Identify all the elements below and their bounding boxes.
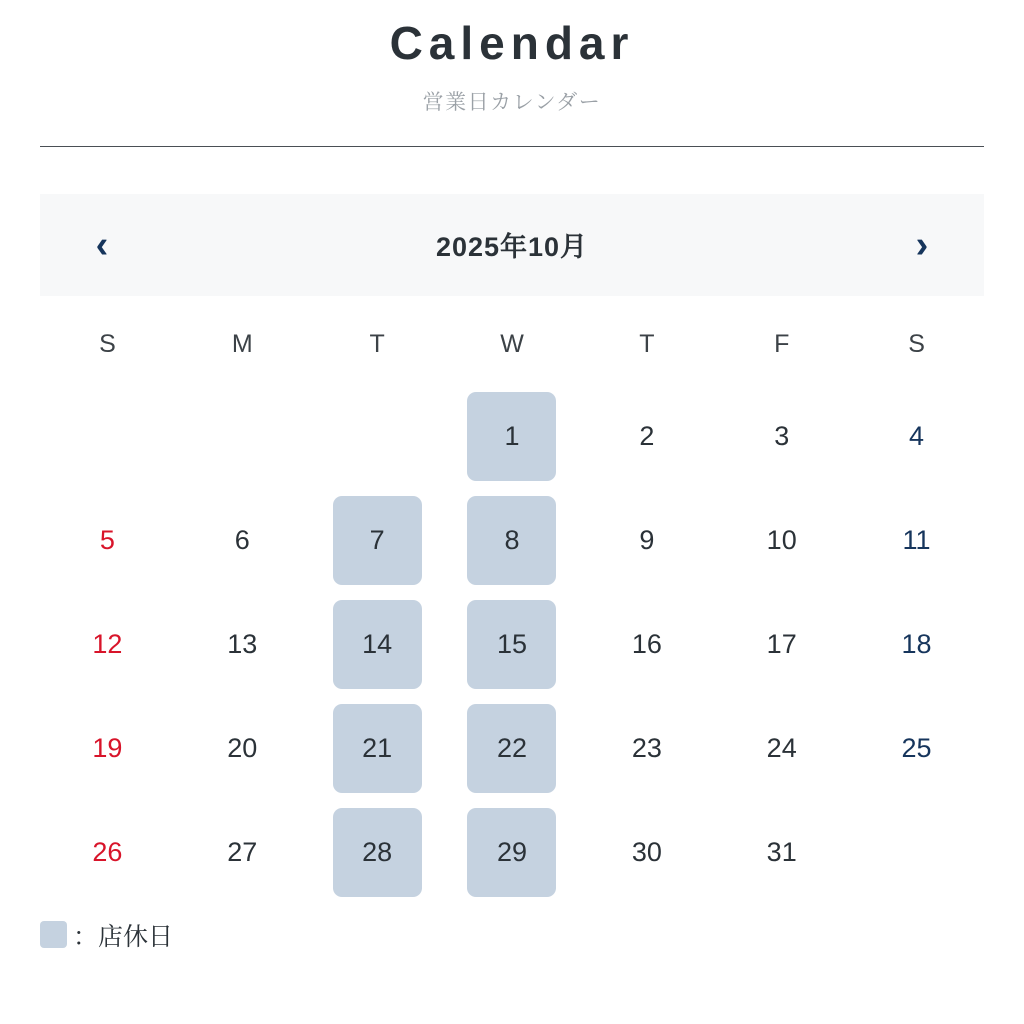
page-subtitle: 営業日カレンダー (422, 90, 602, 114)
day-number: 28 (333, 808, 422, 897)
calendar-cell[interactable] (445, 385, 580, 489)
calendar-cell[interactable] (849, 593, 984, 697)
month-navigation-bar (40, 194, 984, 296)
day-number: 29 (467, 808, 556, 897)
day-number: 8 (467, 496, 556, 585)
calendar-cell[interactable] (445, 697, 580, 801)
calendar-cell[interactable] (310, 801, 445, 905)
page-header (0, 0, 1024, 116)
empty-day (333, 392, 422, 481)
calendar-cell[interactable] (849, 489, 984, 593)
day-number: 21 (333, 704, 422, 793)
calendar-cell[interactable] (445, 801, 580, 905)
calendar-cell[interactable] (310, 593, 445, 697)
closed-day-swatch-icon (40, 921, 67, 948)
weekday-label: W (500, 329, 524, 358)
next-month-button[interactable]: › (915, 223, 929, 266)
weekday-label: M (231, 329, 253, 358)
page-title: Calendar (389, 17, 635, 69)
weekday-label: T (369, 329, 385, 358)
calendar-cell[interactable] (40, 697, 175, 801)
prev-month-button[interactable]: ‹ (95, 223, 109, 266)
day-number: 10 (766, 525, 797, 556)
day-number: 23 (631, 733, 662, 764)
day-number: 30 (631, 837, 662, 868)
calendar-cell[interactable] (175, 593, 310, 697)
day-number: 26 (92, 837, 123, 868)
day-number: 3 (774, 421, 790, 452)
day-number: 12 (92, 629, 123, 660)
calendar-cell[interactable] (445, 593, 580, 697)
day-number: 27 (227, 837, 258, 868)
calendar-cell (40, 385, 175, 489)
day-number: 5 (99, 525, 115, 556)
day-number: 13 (227, 629, 258, 660)
empty-day (63, 392, 152, 481)
calendar-cell[interactable] (849, 697, 984, 801)
day-number: 14 (333, 600, 422, 689)
calendar-cell (175, 385, 310, 489)
legend-label: ：店休日 (73, 922, 174, 951)
weekday-label: T (639, 329, 655, 358)
day-number: 18 (901, 629, 932, 660)
day-number: 17 (766, 629, 797, 660)
weekday-label: S (99, 329, 116, 358)
calendar-cell[interactable] (310, 697, 445, 801)
day-number: 1 (467, 392, 556, 481)
calendar-cell (310, 385, 445, 489)
calendar-cell[interactable] (175, 801, 310, 905)
day-number: 25 (901, 733, 932, 764)
calendar-cell[interactable] (445, 489, 580, 593)
day-number: 31 (766, 837, 797, 868)
calendar-cell[interactable] (40, 801, 175, 905)
day-number: 9 (639, 525, 655, 556)
day-number: 24 (766, 733, 797, 764)
day-number: 2 (639, 421, 655, 452)
calendar-widget (40, 194, 984, 905)
day-number: 15 (467, 600, 556, 689)
calendar-cell[interactable] (40, 593, 175, 697)
calendar-cell[interactable] (849, 385, 984, 489)
calendar-cell[interactable] (714, 801, 849, 905)
calendar-cell[interactable] (714, 697, 849, 801)
calendar-cell[interactable] (175, 489, 310, 593)
day-number: 20 (227, 733, 258, 764)
day-number: 11 (902, 525, 931, 556)
calendar-cell[interactable] (175, 697, 310, 801)
calendar-cell[interactable] (714, 489, 849, 593)
calendar-cell[interactable] (714, 593, 849, 697)
day-number: 7 (333, 496, 422, 585)
calendar-cell[interactable] (310, 489, 445, 593)
calendar-cell[interactable] (40, 489, 175, 593)
calendar-cell[interactable] (579, 385, 714, 489)
current-month-label: 2025年10月 (435, 232, 589, 263)
legend (40, 917, 1024, 953)
day-number: 19 (92, 733, 123, 764)
day-number: 4 (909, 421, 925, 452)
calendar-cell[interactable] (579, 489, 714, 593)
header-divider (40, 146, 984, 147)
calendar-cell[interactable] (579, 801, 714, 905)
calendar-cell (849, 801, 984, 905)
calendar-cell[interactable] (579, 593, 714, 697)
day-number: 22 (467, 704, 556, 793)
day-number: 6 (234, 525, 250, 556)
empty-day (872, 808, 961, 897)
empty-day (198, 392, 287, 481)
weekday-label: F (774, 329, 790, 358)
calendar-day-grid (40, 385, 984, 905)
weekday-label: S (908, 329, 925, 358)
weekday-header-row (40, 330, 984, 359)
day-number: 16 (631, 629, 662, 660)
calendar-cell[interactable] (714, 385, 849, 489)
calendar-cell[interactable] (579, 697, 714, 801)
